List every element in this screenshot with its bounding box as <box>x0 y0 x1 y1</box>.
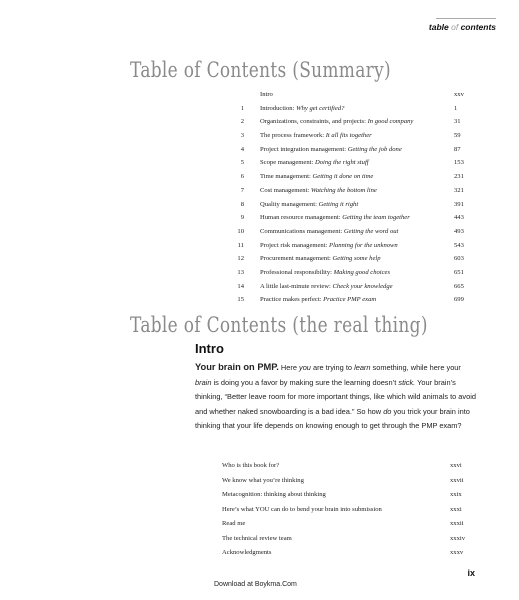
summary-title: Table of Contents (Summary) <box>130 58 391 83</box>
chapter-title <box>260 115 413 129</box>
intro-emphasis: you <box>299 363 311 372</box>
chapter-page: 391 <box>454 200 464 208</box>
summary-toc <box>228 88 476 307</box>
section-title: We know what you’re thinking <box>222 476 304 484</box>
chapter-title <box>260 252 381 266</box>
intro-heading: Intro <box>195 341 224 356</box>
chapter-number: 11 <box>237 241 244 249</box>
toc-row[interactable] <box>228 293 476 307</box>
chapter-title <box>260 280 393 294</box>
chapter-page: 1 <box>454 104 458 112</box>
chapter-subtitle: Watching the bottom line <box>310 186 377 194</box>
intro-section-row[interactable] <box>222 488 468 503</box>
chapter-main-title: Professional responsibility: <box>260 268 334 276</box>
chapter-title <box>260 198 358 212</box>
toc-row[interactable] <box>228 170 476 184</box>
chapter-number: 2 <box>240 118 244 126</box>
chapter-subtitle: Getting the team together <box>342 214 410 222</box>
chapter-main-title: Project integration management: <box>260 145 348 153</box>
chapter-main-title: Communications management: <box>260 227 344 235</box>
intro-text: are trying to <box>310 363 355 372</box>
chapter-number: 9 <box>240 214 244 222</box>
chapter-number: 13 <box>237 268 244 276</box>
chapter-main-title: Project risk management: <box>260 241 330 249</box>
chapter-number: 5 <box>240 159 244 167</box>
toc-row[interactable] <box>228 102 476 116</box>
chapter-page: 153 <box>454 159 464 167</box>
section-page: xxxii <box>450 520 464 527</box>
chapter-subtitle: Getting the job done <box>347 145 402 153</box>
intro-lead: Your brain on PMP. <box>195 362 279 372</box>
intro-paragraph <box>195 360 477 434</box>
chapter-main-title: Quality management: <box>260 200 319 208</box>
intro-section-row[interactable] <box>222 459 468 474</box>
section-title: Who is this book for? <box>222 462 280 469</box>
chapter-title <box>260 266 390 280</box>
chapter-subtitle: Getting it done on time <box>312 173 374 181</box>
chapter-title <box>260 184 377 198</box>
toc-row[interactable] <box>228 266 476 280</box>
chapter-main-title: Cost management: <box>260 186 311 194</box>
chapter-main-title: The process framework: <box>260 132 326 140</box>
chapter-title <box>260 239 398 253</box>
toc-row[interactable] <box>228 156 476 170</box>
chapter-page: 443 <box>454 214 464 222</box>
chapter-subtitle: Making good choices <box>333 268 391 276</box>
chapter-page: xxv <box>454 91 464 98</box>
chapter-subtitle: Doing the right stuff <box>314 159 369 167</box>
toc-row[interactable] <box>228 115 476 129</box>
chapter-title <box>260 225 398 239</box>
chapter-title <box>260 293 376 307</box>
chapter-page: 543 <box>454 241 464 249</box>
chapter-title <box>260 156 369 170</box>
chapter-subtitle: It all fits together <box>325 132 372 140</box>
chapter-number: 8 <box>240 200 244 208</box>
toc-row[interactable] <box>228 211 476 225</box>
chapter-number: 14 <box>237 282 244 290</box>
chapter-subtitle: Practice PMP exam <box>323 296 377 304</box>
chapter-subtitle: In good company <box>367 118 414 126</box>
toc-row[interactable] <box>228 252 476 266</box>
chapter-subtitle: Check your knowledge <box>332 282 393 290</box>
chapter-page: 87 <box>454 145 461 153</box>
chapter-main-title: Scope management: <box>260 159 315 167</box>
chapter-title <box>260 129 372 143</box>
section-title: The technical review team <box>222 534 292 542</box>
intro-text: you trick your brain into thinking that your life depends on knowing enough to get through the PMP exam? <box>195 406 470 430</box>
chapter-main-title: Procurement management: <box>260 255 333 263</box>
chapter-number: 10 <box>237 227 244 235</box>
section-title: Metacognition: thinking about thinking <box>222 491 326 498</box>
chapter-title <box>260 143 402 157</box>
toc-row[interactable] <box>228 143 476 157</box>
chapter-title <box>260 88 273 102</box>
chapter-page: 493 <box>454 227 464 235</box>
intro-text: is doing you a favor by making sure the learning doesn’t <box>211 377 399 387</box>
toc-row[interactable] <box>228 129 476 143</box>
chapter-subtitle: Getting some help <box>332 255 381 263</box>
chapter-main-title: Introduction: <box>260 104 297 112</box>
header-text-1: table <box>428 22 452 32</box>
section-page: xxvi <box>450 462 462 469</box>
chapter-title <box>260 170 373 184</box>
intro-text: something, while here your <box>370 363 461 372</box>
chapter-main-title: Organizations, constraints, and projects: <box>260 118 368 126</box>
chapter-subtitle: Why get certified? <box>296 104 345 112</box>
chapter-number: 7 <box>240 186 244 194</box>
intro-emphasis: stick. <box>398 377 416 387</box>
chapter-page: 321 <box>454 186 464 194</box>
intro-section-row[interactable] <box>222 517 468 532</box>
toc-row[interactable] <box>228 239 476 253</box>
section-page: xxxv <box>450 549 464 556</box>
intro-text: Your brain’s thinking, “Better leave room for more important things, like which wild animals to avoid and whether naked snowboarding is a bad idea.” So how <box>195 377 476 416</box>
toc-row[interactable] <box>228 280 476 294</box>
intro-section-row[interactable] <box>222 474 468 489</box>
toc-row[interactable] <box>228 184 476 198</box>
toc-row[interactable] <box>228 225 476 239</box>
footer-watermark: Download at Boykma.Com <box>214 581 297 588</box>
section-title: Read me <box>222 520 246 527</box>
chapter-page: 603 <box>454 255 464 263</box>
chapter-main-title: Time management: <box>260 173 313 181</box>
chapter-subtitle: Planning for the unknown <box>329 241 398 249</box>
chapter-page: 231 <box>454 173 464 181</box>
chapter-number: 6 <box>240 173 244 181</box>
intro-section-row[interactable] <box>222 532 468 547</box>
section-page: xxxi <box>450 505 462 513</box>
section-title: Acknowledgments <box>222 549 272 556</box>
toc-row[interactable] <box>228 88 476 102</box>
chapter-number: 4 <box>240 145 244 153</box>
chapter-title <box>260 211 410 225</box>
intro-section-row[interactable] <box>222 503 468 518</box>
chapter-number: 1 <box>240 104 244 112</box>
chapter-number: 3 <box>240 132 244 140</box>
intro-text: Here <box>278 363 299 372</box>
chapter-main-title: Practice makes perfect: <box>260 296 324 304</box>
chapter-page: 665 <box>454 282 464 290</box>
header-text-of: of <box>451 22 459 32</box>
intro-emphasis: learn <box>354 363 371 372</box>
section-title: Here’s what YOU can do to bend your brain into submission <box>222 505 382 513</box>
intro-emphasis: do <box>383 406 392 416</box>
chapter-page: 651 <box>454 268 464 276</box>
real-title: Table of Contents (the real thing) <box>130 313 428 338</box>
header-text-2: contents <box>458 22 496 32</box>
chapter-main-title: A little last-minute review: <box>260 282 333 290</box>
chapter-main-title: Human resource management: <box>260 214 343 222</box>
intro-emphasis: brain <box>195 377 212 387</box>
section-page: xxvii <box>450 476 464 484</box>
chapter-number: 12 <box>237 255 244 263</box>
header-rule <box>436 18 496 19</box>
running-header <box>429 22 496 32</box>
chapter-page: 699 <box>454 296 464 304</box>
chapter-main-title: Intro <box>260 91 273 98</box>
intro-section-row[interactable] <box>222 546 468 561</box>
intro-section-list <box>222 459 468 561</box>
page-number: ix <box>467 568 475 578</box>
chapter-page: 31 <box>454 118 461 126</box>
section-page: xxxiv <box>450 534 466 542</box>
chapter-page: 59 <box>454 132 461 140</box>
toc-row[interactable] <box>228 198 476 212</box>
chapter-subtitle: Getting the word out <box>343 227 399 235</box>
chapter-title <box>260 102 344 116</box>
chapter-subtitle: Getting it right <box>318 200 359 208</box>
section-page: xxix <box>450 491 462 498</box>
chapter-number: 15 <box>237 296 244 304</box>
